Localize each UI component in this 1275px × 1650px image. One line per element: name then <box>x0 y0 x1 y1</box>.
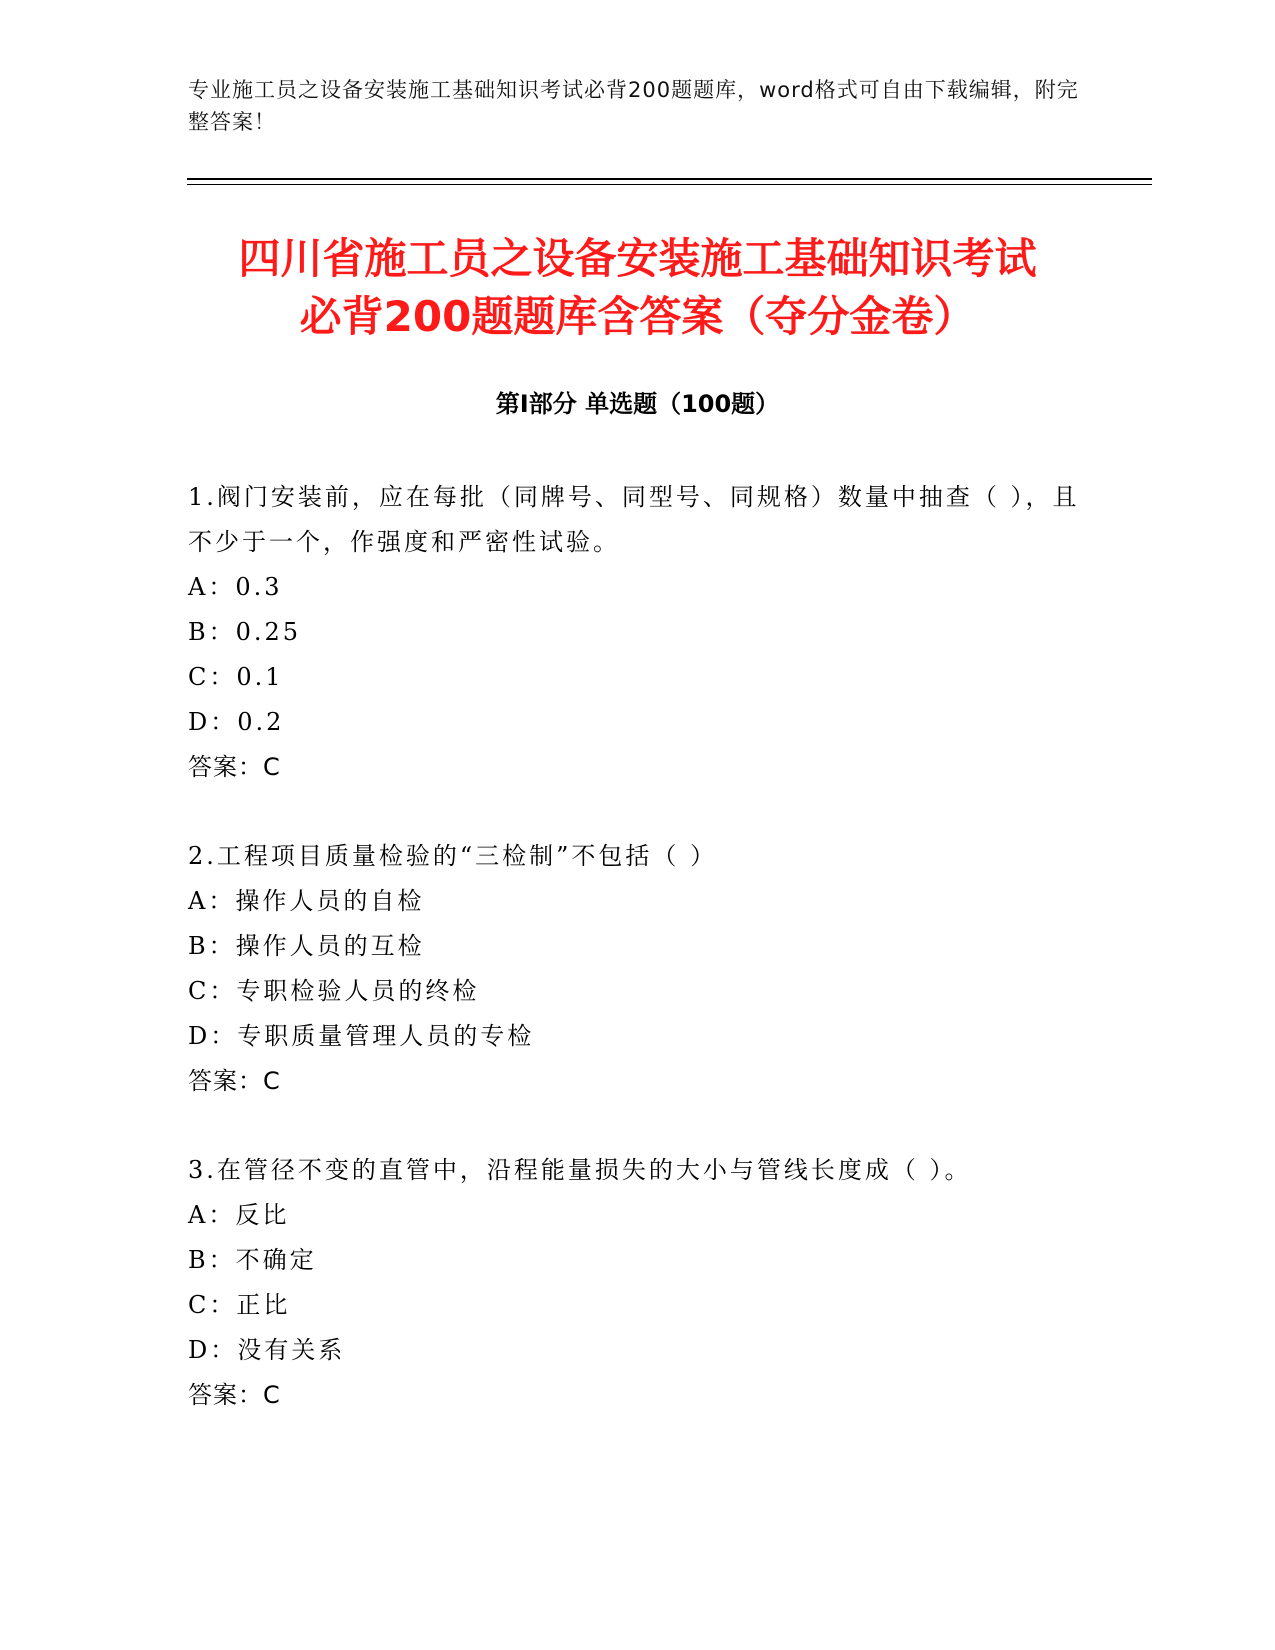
option-d: D：专职质量管理人员的专检 <box>188 1022 535 1050</box>
document-title-line-1: 四川省施工员之设备安装施工基础知识考试 <box>238 234 1037 283</box>
question-list <box>188 475 1088 1462</box>
option-c: C：0.1 <box>188 663 284 691</box>
answer: 答案：C <box>188 1381 281 1409</box>
option-b: B：不确定 <box>188 1246 317 1274</box>
option-b: B：操作人员的互检 <box>188 932 425 960</box>
option-b: B：0.25 <box>188 618 302 646</box>
header-divider-thick <box>187 178 1152 180</box>
question-2 <box>188 834 1088 1104</box>
question-stem: 1.阀门安装前，应在每批（同牌号、同型号、同规格）数量中抽查（ ），且不少于一个，作强度和严密性试验。 <box>188 483 1080 556</box>
option-d: D：没有关系 <box>188 1336 346 1364</box>
answer: 答案：C <box>188 1067 281 1095</box>
question-stem: 3.在管径不变的直管中，沿程能量损失的大小与管线长度成（ ）。 <box>188 1156 972 1184</box>
option-a: A：反比 <box>188 1201 290 1229</box>
option-a: A：0.3 <box>188 573 283 601</box>
question-3 <box>188 1148 1088 1418</box>
header-divider-thin <box>187 184 1152 185</box>
option-c: C：专职检验人员的终检 <box>188 977 480 1005</box>
header-note: 专业施工员之设备安装施工基础知识考试必背200题题库，word格式可自由下载编辑，附完整答案！ <box>188 78 1079 134</box>
document-title-line-2: 必背200题题库含答案（夺分金卷） <box>299 292 976 341</box>
question-1 <box>188 475 1088 790</box>
section-title: 第Ⅰ部分 单选题（100题） <box>495 390 780 418</box>
option-a: A：操作人员的自检 <box>188 887 425 915</box>
document-title <box>150 230 1125 346</box>
answer: 答案：C <box>188 753 281 781</box>
question-stem: 2.工程项目质量检验的“三检制”不包括（ ） <box>188 842 718 870</box>
option-c: C：正比 <box>188 1291 291 1319</box>
option-d: D：0.2 <box>188 708 285 736</box>
